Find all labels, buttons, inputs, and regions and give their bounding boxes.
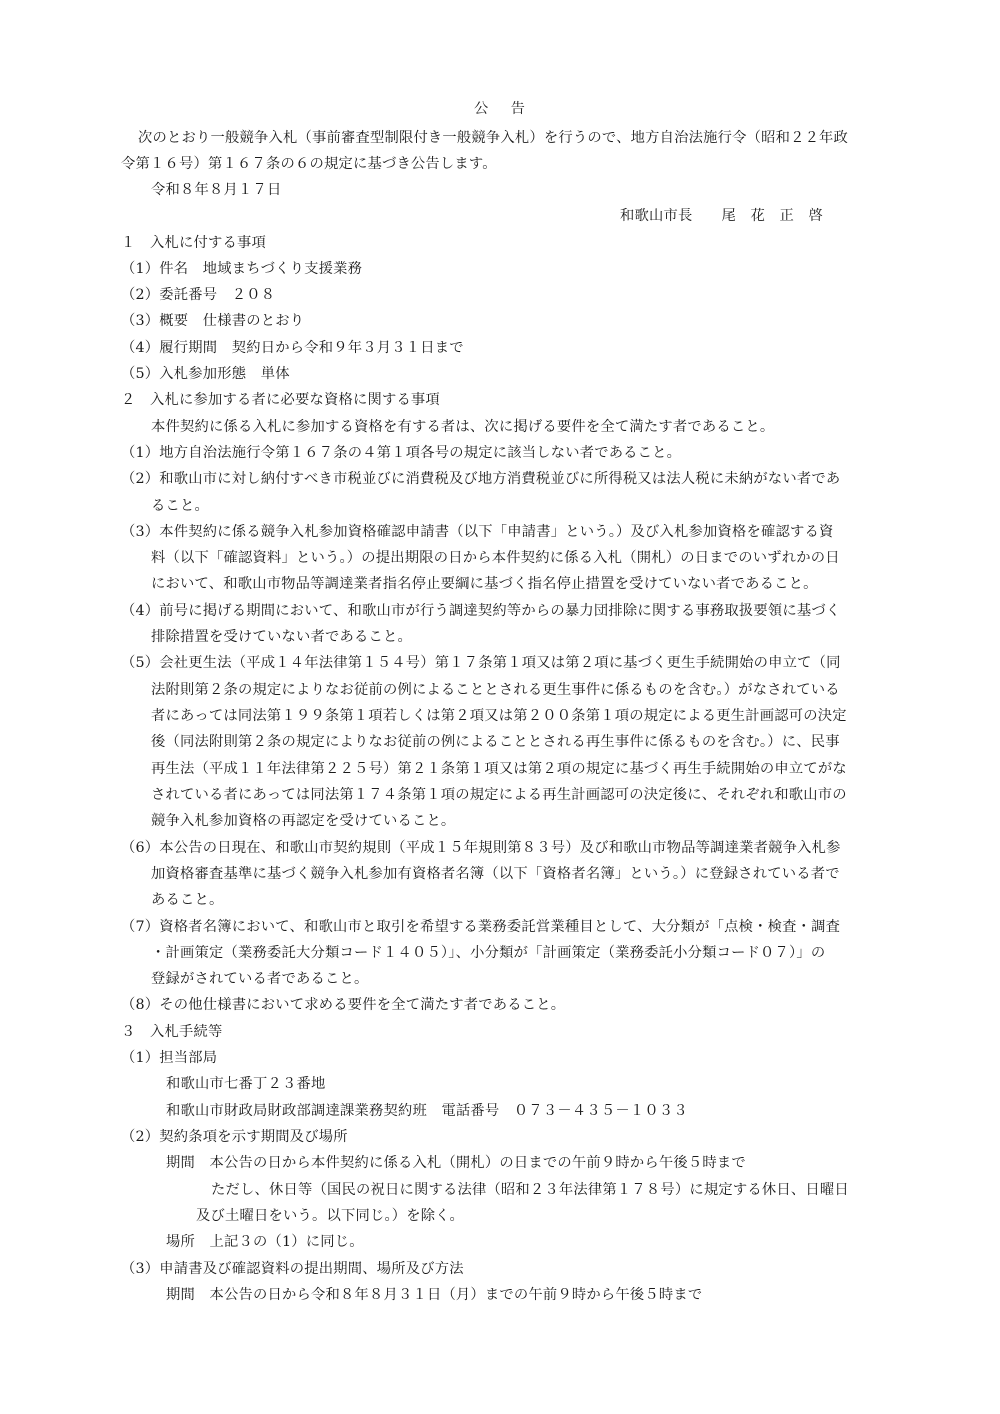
notice-title: 公 告 [474, 101, 529, 117]
requirement-item-cont: 再生法（平成１１年法律第２２５号）第２１条第１項又は第２項の規定に基づく再生手続開始の申立てがな [151, 761, 847, 777]
requirement-item: （1）地方自治法施行令第１６７条の４第１項各号の規定に該当しない者であること。 [121, 445, 682, 461]
list-item: （1）件名 地域まちづくり支援業務 [121, 261, 363, 277]
requirement-item-cont: 加資格審査基準に基づく競争入札参加有資格者名簿（以下「資格者名簿」という。）に登録されている者で [151, 866, 840, 882]
requirement-item: （4）前号に掲げる期間において、和歌山市が行う調達契約等からの暴力団排除に関する事務取扱要領に基づく [121, 603, 841, 619]
requirement-item-cont: 法附則第２条の規定によりなお従前の例によることとされる更生事件に係るものを含む。）がなされている [151, 682, 840, 698]
requirement-item: （2）和歌山市に対し納付すべき市税並びに消費税及び地方消費税並びに所得税又は法人税に未納がない者であ [121, 471, 841, 487]
requirement-item-cont: ・計画策定（業務委託大分類コード１４０５）」、小分類が「計画策定（業務委託小分類コード０７）」の [151, 945, 826, 961]
signer: 和歌山市長 尾 花 正 啓 [620, 208, 823, 224]
requirement-item-cont: 登録がされている者であること。 [151, 971, 369, 987]
requirement-item-cont: 後（同法附則第２条の規定によりなお従前の例によることとされる再生事件に係るものを含む。）に、民事 [151, 734, 840, 750]
requirement-item-cont: 者にあっては同法第１９９条第１項若しくは第２項又は第２００条第１項の規定による更生計画認可の決定 [151, 708, 847, 724]
section-1-heading: １ 入札に付する事項 [121, 235, 266, 251]
requirement-item-cont: ること。 [151, 498, 209, 514]
list-item: （3）概要 仕様書のとおり [121, 313, 305, 329]
requirement-item: （3）本件契約に係る競争入札参加資格確認申請書（以下「申請書」という。）及び入札参加資格を確認する資 [121, 524, 834, 540]
intro-line: 令第１６号）第１６７条の６の規定に基づき公告します。 [121, 156, 497, 172]
contract-terms-place: 場所 上記３の（1）に同じ。 [166, 1234, 364, 1250]
department-address: 和歌山市七番丁２３番地 [166, 1076, 326, 1092]
requirement-item-cont: 競争入札参加資格の再認定を受けていること。 [151, 813, 456, 829]
requirement-item-cont: されている者にあっては同法第１７４条第１項の規定による再生計画認可の決定後に、それぞれ和歌山市の [151, 787, 847, 803]
requirement-item-cont: において、和歌山市物品等調達業者指名停止要綱に基づく指名停止措置を受けていない者であること。 [151, 576, 818, 592]
submission-period: 期間 本公告の日から令和８年８月３１日（月）までの午前９時から午後５時まで [166, 1287, 703, 1303]
list-item: （5）入札参加形態 単体 [121, 366, 290, 382]
holiday-note: ただし、休日等（国民の祝日に関する法律（昭和２３年法律第１７８号）に規定する休日、日曜日 [211, 1182, 849, 1198]
list-item: （2）委託番号 ２０８ [121, 287, 276, 303]
procedure-item-label: （1）担当部局 [121, 1050, 218, 1066]
requirement-item-cont: 排除措置を受けていない者であること。 [151, 629, 412, 645]
requirement-item-cont: あること。 [151, 892, 224, 908]
intro-line: 次のとおり一般競争入札（事前審査型制限付き一般競争入札）を行うので、地方自治法施行令（昭和２２年政 [138, 130, 849, 146]
section-3-heading: ３ 入札手続等 [121, 1024, 223, 1040]
procedure-item-label: （2）契約条項を示す期間及び場所 [121, 1129, 348, 1145]
requirement-item: （8）その他仕様書において求める要件を全て満たす者であること。 [121, 997, 566, 1013]
requirement-item: （6）本公告の日現在、和歌山市契約規則（平成１５年規則第８３号）及び和歌山市物品等調達業者競争入札参 [121, 840, 841, 856]
contract-terms-period: 期間 本公告の日から本件契約に係る入札（開札）の日までの午前９時から午後５時まで [166, 1155, 746, 1171]
list-item: （4）履行期間 契約日から令和９年３月３１日まで [121, 340, 464, 356]
procedure-item-label: （3）申請書及び確認資料の提出期間、場所及び方法 [121, 1261, 464, 1277]
department-contact: 和歌山市財政局財政部調達課業務契約班 電話番号 ０７３－４３５－１０３３ [166, 1103, 688, 1119]
requirement-item: （5）会社更生法（平成１４年法律第１５４号）第１７条第１項又は第２項に基づく更生手続開始の申立て（同 [121, 655, 841, 671]
section-2-heading: ２ 入札に参加する者に必要な資格に関する事項 [121, 392, 440, 408]
holiday-note: 及び土曜日をいう。以下同じ。）を除く。 [196, 1208, 465, 1224]
notice-date: 令和８年８月１７日 [151, 182, 282, 198]
section-2-lead: 本件契約に係る入札に参加する資格を有する者は、次に掲げる要件を全て満たす者であること。 [151, 419, 775, 435]
requirement-item-cont: 料（以下「確認資料」という。）の提出期限の日から本件契約に係る入札（開札）の日までのいずれかの日 [151, 550, 840, 566]
requirement-item: （7）資格者名簿において、和歌山市と取引を希望する業務委託営業種目として、大分類が「点検・検査・調査 [121, 919, 841, 935]
